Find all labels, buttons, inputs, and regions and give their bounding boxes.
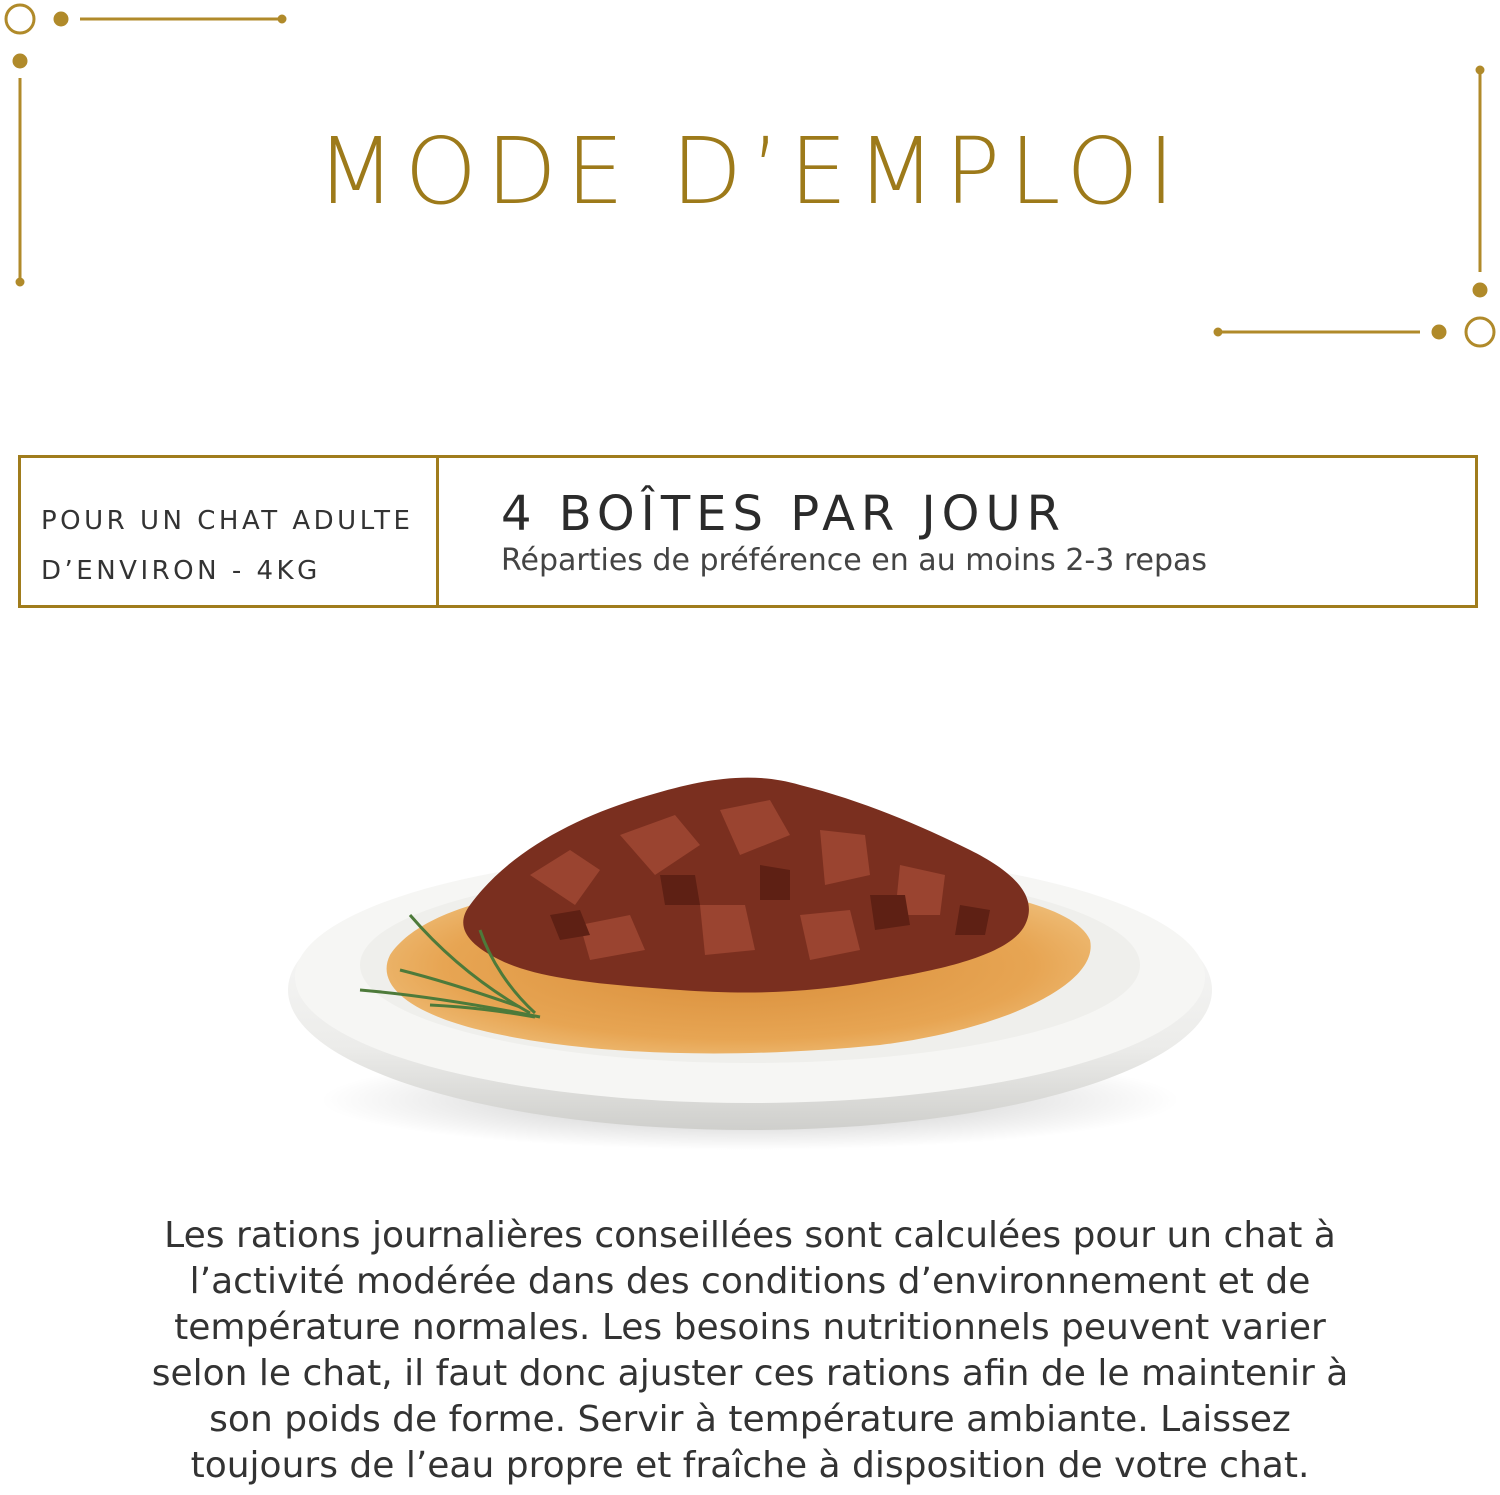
cat-profile-line-1: POUR UN CHAT ADULTE <box>41 506 414 536</box>
description-line: son poids de forme. Servir à température ambiante. Laissez <box>209 1399 1291 1440</box>
servings-note: Réparties de préférence en au moins 2-3 repas <box>501 543 1208 578</box>
cat-profile-line-2: D’ENVIRON - 4KG <box>41 556 321 586</box>
description-line: Les rations journalières conseillées sont calculées pour un chat à <box>164 1215 1336 1256</box>
food-plate-illustration-icon <box>280 755 1240 1175</box>
servings-per-day: 4 BOÎTES PAR JOUR <box>501 486 1066 542</box>
servings-info <box>439 458 1207 605</box>
description-line: température normales. Les besoins nutritionnels peuvent varier <box>174 1307 1326 1348</box>
description <box>120 1213 1380 1489</box>
description-line: toujours de l’eau propre et fraîche à disposition de votre chat. <box>190 1445 1310 1486</box>
description-line: selon le chat, il faut donc ajuster ces rations afin de le maintenir à <box>151 1353 1349 1394</box>
page-title: MODE D’EMPLOI <box>316 118 1184 225</box>
description-line: l’activité modérée dans des conditions d’environnement et de <box>189 1261 1311 1302</box>
feeding-info-box <box>18 455 1478 608</box>
cat-profile <box>21 458 439 605</box>
